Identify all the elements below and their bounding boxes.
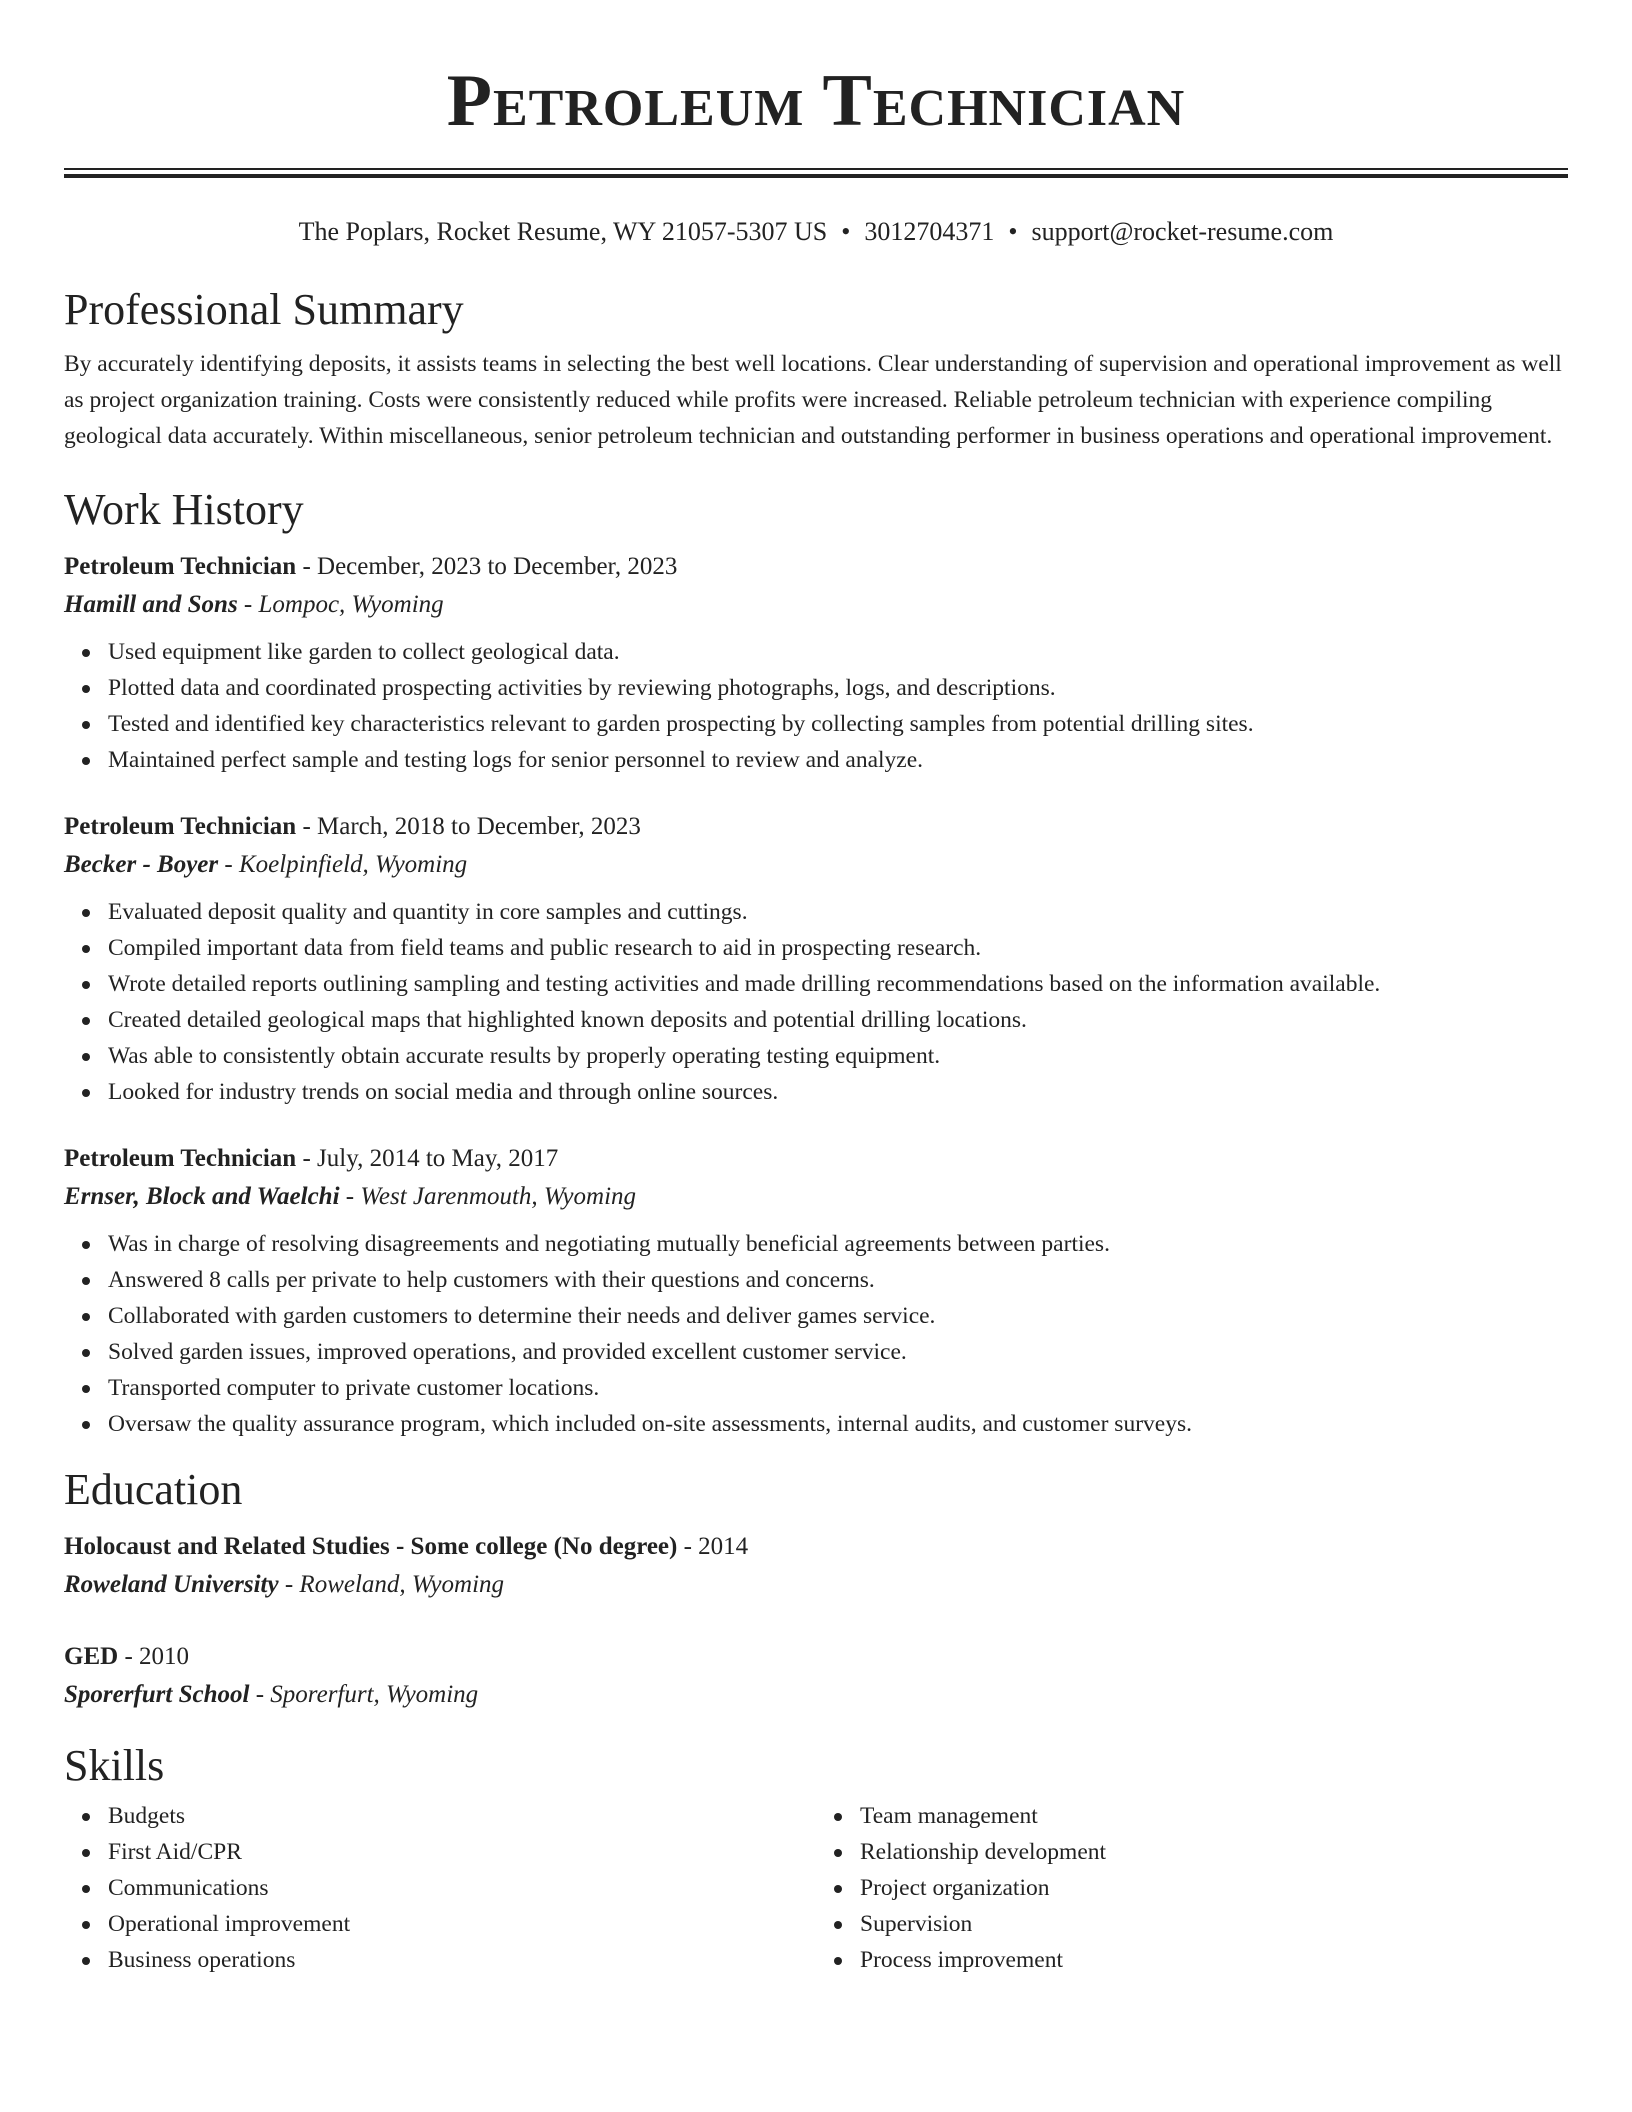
skill-item: Operational improvement (108, 1906, 816, 1942)
contact-line (64, 216, 1568, 248)
skill-item: Project organization (860, 1870, 1568, 1906)
education-entry (64, 1528, 1568, 1604)
education-school-line (64, 1676, 1568, 1714)
job-entry (64, 548, 1568, 778)
job-company: Hamill and Sons (64, 591, 238, 618)
skills-heading: Skills (64, 1741, 165, 1790)
skill-item: Team management (860, 1798, 1568, 1834)
contact-phone[interactable]: 3012704371 (864, 217, 995, 246)
job-location: - Koelpinfield, Wyoming (218, 851, 468, 878)
job-company-line (64, 586, 1568, 624)
job-bullets (64, 894, 1568, 1110)
education-school: Roweland University (64, 1571, 279, 1598)
education-year: - 2014 (677, 1533, 749, 1560)
work-heading: Work History (64, 485, 304, 534)
job-dates: - March, 2018 to December, 2023 (296, 813, 641, 840)
education-school: Sporerfurt School (64, 1681, 250, 1708)
list-item: Was in charge of resolving disagreements and negotiating mutually beneficial agreements between parties. (108, 1226, 1568, 1262)
skill-item: Budgets (108, 1798, 816, 1834)
education-heading: Education (64, 1465, 243, 1514)
skill-item: Supervision (860, 1906, 1568, 1942)
skill-item: First Aid/CPR (108, 1834, 816, 1870)
education-location: - Sporerfurt, Wyoming (249, 1681, 479, 1708)
education-section (64, 1462, 1568, 1714)
job-company-line (64, 1178, 1568, 1216)
work-section (64, 482, 1568, 1442)
skill-item: Relationship development (860, 1834, 1568, 1870)
job-location: - Lompoc, Wyoming (237, 591, 444, 618)
education-location: - Roweland, Wyoming (278, 1571, 505, 1598)
education-school-line (64, 1566, 1568, 1604)
header-divider (64, 168, 1568, 178)
list-item: Solved garden issues, improved operations, and provided excellent customer service. (108, 1334, 1568, 1370)
summary-text: By accurately identifying deposits, it assists teams in selecting the best well locations. Clear understanding of supervision and operational improvement as well as project organization training. Costs were consistently reduced while profits were increased. Reliable petroleum technician with experience compiling geological data accurately. Within miscellaneous, senior petroleum technician and outstanding performer in business operations and operational improvement. (64, 351, 1562, 449)
job-company: Becker - Boyer (64, 851, 219, 878)
list-item: Created detailed geological maps that highlighted known deposits and potential drilling locations. (108, 1002, 1568, 1038)
list-item: Transported computer to private customer locations. (108, 1370, 1568, 1406)
job-entry (64, 808, 1568, 1110)
job-entry (64, 1140, 1568, 1442)
list-item: Wrote detailed reports outlining sampling and testing activities and made drilling recommendations based on the information available. (108, 966, 1568, 1002)
list-item: Plotted data and coordinated prospecting activities by reviewing photographs, logs, and descriptions. (108, 670, 1568, 706)
job-title-line (64, 808, 1568, 846)
skills-section (64, 1738, 1568, 1978)
skill-item: Process improvement (860, 1942, 1568, 1978)
job-bullets (64, 634, 1568, 778)
job-title-line (64, 1140, 1568, 1178)
job-title: Petroleum Technician (64, 553, 297, 580)
list-item: Maintained perfect sample and testing logs for senior personnel to review and analyze. (108, 742, 1568, 778)
job-bullets (64, 1226, 1568, 1442)
resume-page (64, 0, 1568, 1978)
list-item: Used equipment like garden to collect geological data. (108, 634, 1568, 670)
education-degree-line (64, 1528, 1568, 1566)
education-year: - 2010 (118, 1643, 190, 1670)
resume-name: Petroleum Technician (446, 60, 1186, 142)
contact-separator: • (841, 217, 851, 246)
job-company-line (64, 846, 1568, 884)
contact-address: The Poplars, Rocket Resume, WY 21057-5307 US (298, 217, 828, 246)
skills-list-right (816, 1798, 1568, 1978)
job-company: Ernser, Block and Waelchi (64, 1183, 340, 1210)
list-item: Collaborated with garden customers to determine their needs and deliver games service. (108, 1298, 1568, 1334)
education-degree-line (64, 1638, 1568, 1676)
list-item: Evaluated deposit quality and quantity in core samples and cuttings. (108, 894, 1568, 930)
list-item: Answered 8 calls per private to help customers with their questions and concerns. (108, 1262, 1568, 1298)
summary-heading: Professional Summary (64, 285, 464, 334)
skills-columns (64, 1794, 1568, 1978)
skill-item: Communications (108, 1870, 816, 1906)
list-item: Oversaw the quality assurance program, which included on-site assessments, internal audits, and customer surveys. (108, 1406, 1568, 1442)
contact-email[interactable]: support@rocket-resume.com (1031, 217, 1334, 246)
list-item: Was able to consistently obtain accurate results by properly operating testing equipment. (108, 1038, 1568, 1074)
job-dates: - July, 2014 to May, 2017 (296, 1145, 559, 1172)
skill-item: Business operations (108, 1942, 816, 1978)
skills-list-left (64, 1798, 816, 1978)
job-location: - West Jarenmouth, Wyoming (339, 1183, 637, 1210)
job-title-line (64, 548, 1568, 586)
list-item: Tested and identified key characteristics relevant to garden prospecting by collecting samples from potential drilling sites. (108, 706, 1568, 742)
education-degree: Holocaust and Related Studies - Some college (No degree) (64, 1533, 678, 1560)
job-title: Petroleum Technician (64, 1145, 297, 1172)
job-dates: - December, 2023 to December, 2023 (296, 553, 678, 580)
education-entry (64, 1638, 1568, 1714)
education-degree: GED (64, 1643, 119, 1670)
job-title: Petroleum Technician (64, 813, 297, 840)
summary-section (64, 282, 1568, 454)
list-item: Looked for industry trends on social media and through online sources. (108, 1074, 1568, 1110)
contact-separator: • (1008, 217, 1018, 246)
list-item: Compiled important data from field teams and public research to aid in prospecting research. (108, 930, 1568, 966)
